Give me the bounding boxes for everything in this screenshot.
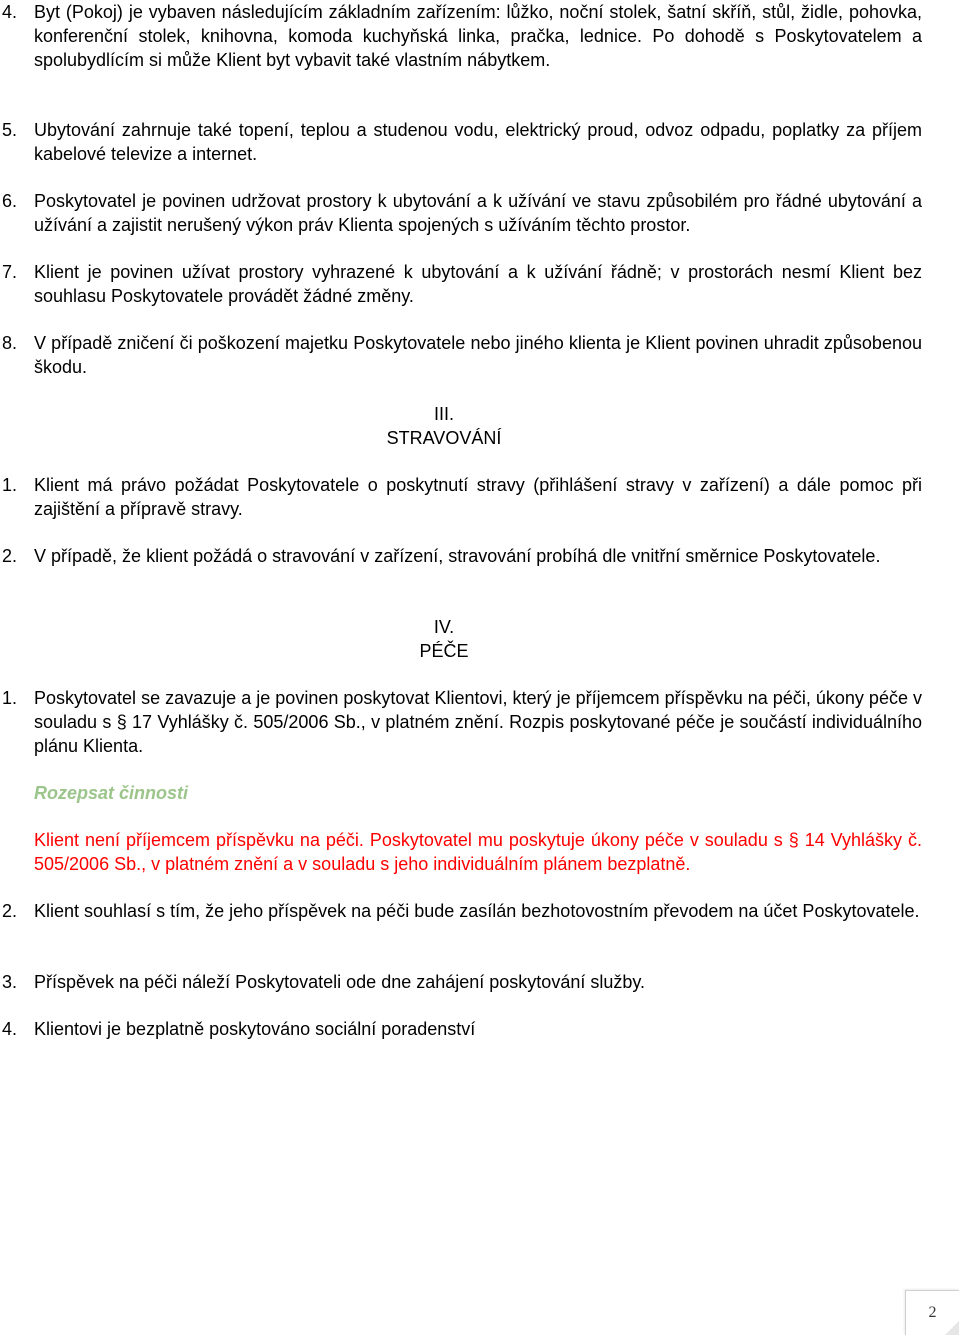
list-item-text: Klient je povinen užívat prostory vyhrazené k ubytování a k užívání řádně; v prostorách nesmí Klient bez souhlasu Poskytovatele provádět žádné změny. — [34, 262, 922, 306]
green-note: Rozepsat činnosti — [34, 783, 189, 803]
list-item-text: Poskytovatel se zavazuje a je povinen poskytovat Klientovi, který je příjemcem příspěvku na péči, úkony péče v souladu s § 17 Vyhlášky č. 505/2006 Sb., v platném znění. Rozpis poskytované péče je součástí individuálního plánu Klienta. — [34, 688, 922, 756]
list-item-text: Příspěvek na péči náleží Poskytovateli ode dne zahájení poskytování služby. — [34, 972, 646, 992]
list-item-pece-1 — [0, 686, 922, 758]
section-title: PÉČE — [419, 641, 469, 661]
list-item-5 — [0, 118, 922, 166]
list-item-number: 7. — [2, 262, 18, 282]
list-item-text: Ubytování zahrnuje také topení, teplou a studenou vodu, elektrický proud, odvoz odpadu, poplatky za příjem kabelové televize a internet. — [34, 120, 922, 164]
list-item-number: 3. — [2, 972, 18, 992]
red-note — [0, 828, 922, 876]
list-item-number: 4. — [2, 1019, 18, 1039]
list-item-4 — [0, 0, 922, 72]
section-numeral: III. — [433, 404, 454, 424]
section-title: STRAVOVÁNÍ — [386, 428, 502, 448]
list-item-number: 4. — [2, 2, 18, 22]
list-item-pece-3 — [0, 970, 922, 994]
page-number: 2 — [928, 1304, 937, 1321]
list-item-text: V případě, že klient požádá o stravování v zařízení, stravování probíhá dle vnitřní směrnice Poskytovatele. — [34, 546, 881, 566]
list-item-pece-4 — [0, 1017, 922, 1041]
list-item-stravovani-1 — [0, 473, 922, 521]
list-item-8 — [0, 331, 922, 379]
list-item-number: 6. — [2, 191, 18, 211]
list-item-text: Klientovi je bezplatně poskytováno sociální poradenství — [34, 1019, 476, 1039]
list-item-6 — [0, 189, 922, 237]
list-item-number: 8. — [2, 333, 18, 353]
page-curl-icon — [945, 1321, 959, 1335]
red-note-text: Klient není příjemcem příspěvku na péči. Poskytovatel mu poskytuje úkony péče v souladu s § 14 Vyhlášky č. 505/2006 Sb., v platném znění a v souladu s jeho individuálním plánem bezplatně. — [34, 830, 922, 874]
list-item-7 — [0, 260, 922, 308]
list-item-number: 2. — [2, 546, 18, 566]
list-item-number: 5. — [2, 120, 18, 140]
list-item-pece-2 — [0, 899, 922, 923]
list-item-number: 2. — [2, 901, 18, 921]
list-item-text: Poskytovatel je povinen udržovat prostory k ubytování a k užívání ve stavu způsobilém pro řádné ubytování a užívání a zajistit nerušený výkon práv Klienta spojených s užíváním těchto prostor. — [34, 191, 922, 235]
list-item-text: V případě zničení či poškození majetku Poskytovatele nebo jiného klienta je Klient povinen uhradit způsobenou škodu. — [34, 333, 922, 377]
list-item-number: 1. — [2, 688, 18, 708]
list-item-stravovani-2 — [0, 544, 922, 568]
list-item-text: Byt (Pokoj) je vybaven následujícím základním zařízením: lůžko, noční stolek, šatní skříň, stůl, židle, pohovka, konferenční stolek, knihovna, komoda kuchyňská linka, pračka, lednice. Po dohodě s Poskytovatelem a spolubydlícím si může Klient byt vybavit také vlastním nábytkem. — [34, 2, 922, 70]
section-numeral: IV. — [433, 617, 455, 637]
page-number-box — [905, 1290, 959, 1335]
list-item-number: 1. — [2, 475, 18, 495]
list-item-text: Klient má právo požádat Poskytovatele o poskytnutí stravy (přihlášení stravy v zařízení) a dále pomoc při zajištění a přípravě stravy. — [34, 475, 922, 519]
list-item-text: Klient souhlasí s tím, že jeho příspěvek na péči bude zasílán bezhotovostním převodem na účet Poskytovatele. — [34, 901, 920, 921]
